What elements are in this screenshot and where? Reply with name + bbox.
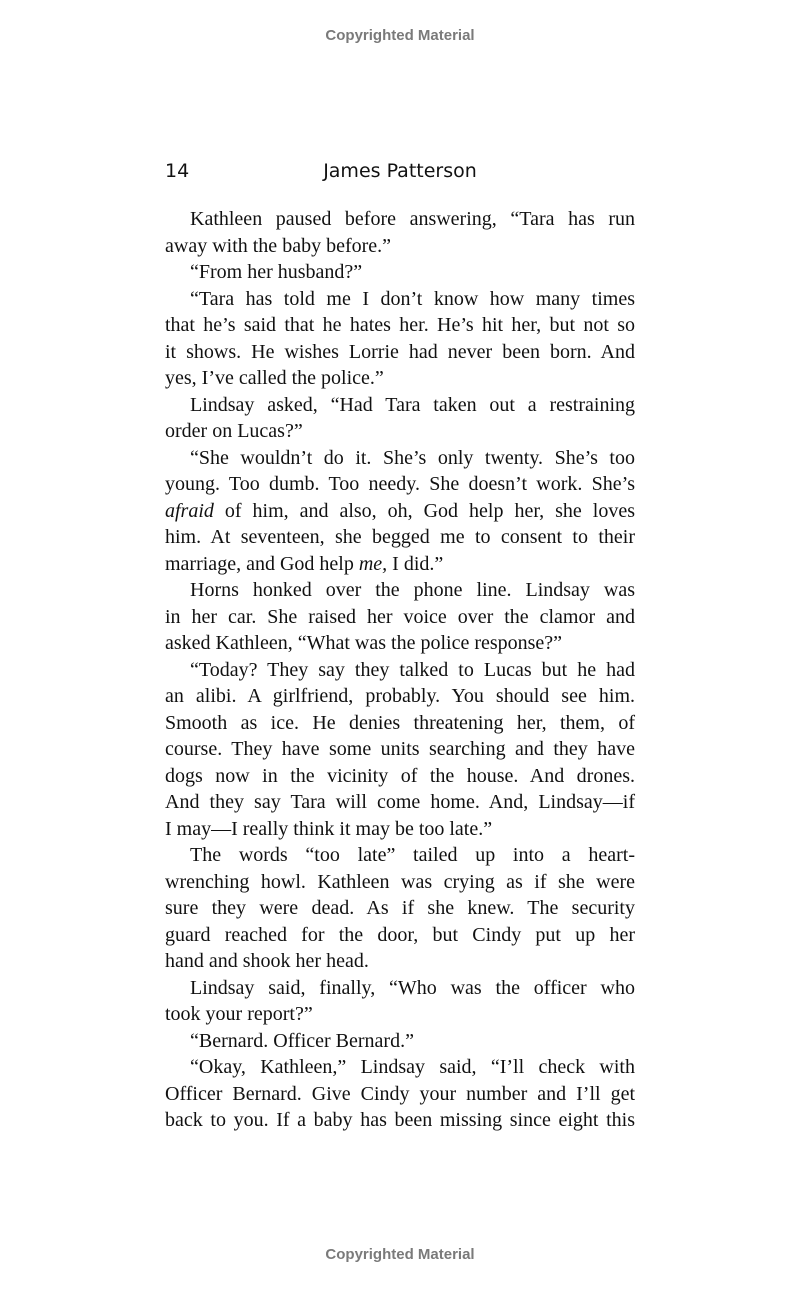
- text-line: The words “too late” tailed up into a heart-: [190, 844, 635, 866]
- italic-text: afraid: [165, 499, 214, 522]
- running-head-author: James Patterson: [323, 160, 477, 182]
- text-line: young. Too dumb. Too needy. She doesn’t work. She’s: [165, 473, 635, 495]
- text-line: And they say Tara will come home. And, Lindsay—if: [165, 791, 635, 813]
- text-line: Lindsay asked, “Had Tara taken out a restraining: [190, 393, 635, 416]
- text-line: I may—I really think it may be too late.”: [165, 817, 493, 840]
- text-line: yes, I’ve called the police.”: [165, 367, 384, 389]
- text-line: “She wouldn’t do it. She’s only twenty. She’s too: [190, 446, 635, 469]
- running-head: [165, 160, 635, 186]
- text-segment: marriage, and God help: [165, 552, 359, 575]
- text-line: guard reached for the door, but Cindy put up her: [165, 923, 635, 946]
- text-line: wrenching howl. Kathleen was crying as if she were: [165, 870, 635, 893]
- text-line: “Today? They say they talked to Lucas but he had: [190, 658, 635, 681]
- text-line: in her car. She raised her voice over the clamor and: [165, 605, 635, 628]
- copyright-watermark-top: Copyrighted Material: [325, 27, 475, 44]
- text-segment: of him, and also, oh, God help her, she loves: [213, 499, 635, 522]
- text-line: dogs now in the vicinity of the house. And drones.: [165, 764, 635, 787]
- text-line: Smooth as ice. He denies threatening her, them, of: [165, 711, 635, 734]
- text-line: it shows. He wishes Lorrie had never been born. And: [165, 340, 635, 363]
- italic-text: me,: [358, 552, 388, 575]
- text-line: Officer Bernard. Give Cindy your number and I’ll get: [165, 1082, 635, 1105]
- text-line: “Tara has told me I don’t know how many times: [190, 287, 635, 310]
- page-number: 14: [165, 160, 190, 182]
- text-line: him. At seventeen, she begged me to consent to their: [165, 526, 635, 548]
- text-segment: I did.”: [387, 552, 444, 575]
- text-line: [165, 498, 635, 525]
- text-line: “Bernard. Officer Bernard.”: [190, 1029, 414, 1052]
- text-line: Lindsay said, finally, “Who was the officer who: [190, 976, 635, 999]
- text-line: Horns honked over the phone line. Lindsay was: [190, 579, 635, 601]
- text-line: that he’s said that he hates her. He’s hit her, but not so: [165, 314, 635, 336]
- text-line: course. They have some units searching and they have: [165, 738, 635, 760]
- text-line: “From her husband?”: [190, 261, 363, 283]
- text-line: an alibi. A girlfriend, probably. You should see him.: [165, 685, 635, 707]
- text-line: away with the baby before.”: [165, 234, 392, 257]
- text-line: “Okay, Kathleen,” Lindsay said, “I’ll check with: [190, 1056, 635, 1078]
- text-line: asked Kathleen, “What was the police response?”: [165, 632, 563, 654]
- copyright-watermark-bottom: Copyrighted Material: [325, 1246, 475, 1263]
- text-line: back to you. If a baby has been missing since eight this: [165, 1109, 635, 1131]
- text-line: took your report?”: [165, 1003, 313, 1025]
- text-line: order on Lucas?”: [165, 420, 303, 442]
- text-line: hand and shook her head.: [165, 950, 369, 972]
- text-line: [165, 551, 635, 578]
- body-text: [165, 206, 635, 1134]
- text-line: Kathleen paused before answering, “Tara has run: [190, 208, 635, 230]
- text-line: sure they were dead. As if she knew. The security: [165, 897, 635, 919]
